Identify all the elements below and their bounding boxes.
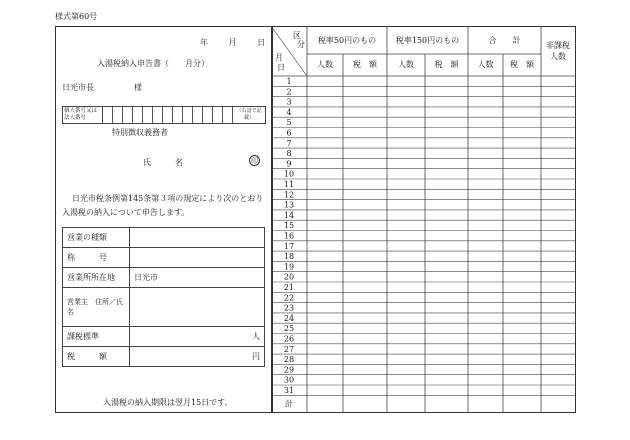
- day-number: 22: [283, 293, 295, 303]
- subheader-amount: 税 額: [434, 60, 459, 69]
- table-row: [63, 248, 265, 268]
- table-row: [63, 347, 265, 367]
- tax-amount-label: 税 額: [63, 347, 130, 367]
- day-number: 26: [283, 334, 295, 344]
- subheader-count: 人数: [317, 60, 333, 69]
- id-digit-cell[interactable]: [203, 107, 213, 123]
- table-row: [63, 288, 265, 327]
- day-number: 8: [286, 149, 292, 159]
- office-location-label: 営業所所在地: [63, 268, 130, 288]
- day-number: 18: [283, 252, 295, 262]
- day-number: 31: [283, 386, 295, 395]
- office-location-value[interactable]: 日光市: [130, 268, 265, 288]
- id-digit-cell[interactable]: [133, 107, 143, 123]
- year-label: 年: [200, 38, 208, 47]
- table-row: [63, 268, 265, 288]
- day-number: 4: [286, 107, 292, 117]
- subheader-amount: 税 額: [510, 60, 534, 69]
- day-number: 5: [286, 118, 292, 128]
- day-number: 11: [283, 180, 295, 189]
- day-number: 24: [283, 313, 295, 323]
- tax-base-value[interactable]: 人: [130, 327, 265, 347]
- id-digit-cell[interactable]: [173, 107, 183, 123]
- month-label: 月: [228, 38, 237, 47]
- id-digit-cell[interactable]: [213, 107, 223, 123]
- owner-value[interactable]: [130, 288, 265, 327]
- header-rate-150: 税率150円のもの: [395, 36, 460, 45]
- header-rate-50: 税率50円のもの: [317, 36, 377, 45]
- id-number-cells: [103, 107, 233, 123]
- day-number: 15: [283, 221, 295, 231]
- id-digit-cell[interactable]: [103, 107, 113, 123]
- subheader-count: 人数: [477, 60, 494, 69]
- id-digit-cell[interactable]: [113, 107, 123, 123]
- id-number-label: 個人番号又は法人番号: [63, 107, 103, 123]
- day-number: 19: [283, 262, 295, 272]
- header-non-taxable: 非課税: [546, 41, 570, 50]
- id-digit-cell[interactable]: [183, 107, 193, 123]
- day-number: 2: [286, 87, 292, 97]
- day-number: 21: [283, 283, 295, 292]
- day-number: 28: [283, 355, 295, 365]
- subheader-count: 人数: [398, 60, 414, 69]
- business-info-table: [62, 227, 265, 367]
- trade-name-label: 称 号: [63, 248, 130, 268]
- seal-mark: 印: [251, 157, 258, 165]
- day-number: 30: [283, 375, 295, 385]
- form-title: 入湯税納入申告書（ 月分）: [97, 59, 209, 68]
- day-number: 12: [283, 190, 295, 200]
- name-label: 氏 名: [143, 158, 191, 167]
- id-digit-cell[interactable]: [223, 107, 233, 123]
- withholder-label: 特別徴収義務者: [112, 128, 168, 137]
- trade-name-value[interactable]: [130, 248, 265, 268]
- id-number-note: （右詰で記載）: [236, 108, 262, 121]
- declaration-line-2: 入湯税の納入について申告します。: [62, 208, 190, 217]
- tax-base-label: 課税標準: [63, 327, 130, 347]
- day-number: 20: [283, 272, 295, 282]
- subheader-amount: 税 額: [353, 60, 377, 69]
- corner-label-top: 区: [293, 31, 301, 40]
- form-number: 様式第60号: [55, 12, 98, 21]
- id-digit-cell[interactable]: [193, 107, 203, 123]
- id-digit-cell[interactable]: [143, 107, 153, 123]
- corner-label-bottom: 日: [277, 63, 285, 72]
- day-number: 17: [283, 241, 295, 251]
- day-number: 9: [286, 159, 292, 169]
- day-number: 16: [283, 231, 295, 241]
- day-number: 14: [283, 210, 295, 220]
- id-number-box: [62, 106, 266, 124]
- day-number: 10: [283, 169, 295, 179]
- declaration-line-1: 日光市税条例第145条第３項の規定により次のとおり: [72, 194, 264, 203]
- daily-tax-grid: [271, 26, 576, 413]
- business-type-label: 営業の種類: [63, 228, 130, 248]
- table-row: [63, 327, 265, 347]
- day-number: 23: [283, 303, 295, 313]
- day-number: 6: [286, 128, 292, 138]
- day-number: 3: [286, 97, 292, 107]
- addressee: 日光市長 様: [62, 83, 142, 92]
- id-digit-cell[interactable]: [123, 107, 133, 123]
- day-number: 13: [283, 200, 295, 210]
- total-label: 計: [285, 399, 293, 409]
- owner-label: 営業主 住所／氏名: [63, 288, 130, 327]
- corner-label-top: 分: [297, 40, 305, 49]
- table-row: [63, 228, 265, 248]
- day-number: 27: [283, 344, 295, 354]
- tax-amount-value[interactable]: 円: [130, 347, 265, 367]
- day-number: 1: [286, 77, 292, 86]
- day-label: 日: [257, 38, 266, 47]
- corner-label-bottom: 月: [275, 53, 283, 62]
- day-number: 25: [283, 324, 295, 334]
- deadline-note: 入湯税の納入期限は翌月15日です。: [103, 398, 233, 407]
- header-total: 合 計: [488, 36, 521, 45]
- id-digit-cell[interactable]: [153, 107, 163, 123]
- day-number: 29: [283, 365, 295, 375]
- id-digit-cell[interactable]: [163, 107, 173, 123]
- header-non-taxable: 人数: [550, 52, 566, 61]
- day-number: 7: [286, 138, 292, 148]
- business-type-value[interactable]: [130, 228, 265, 248]
